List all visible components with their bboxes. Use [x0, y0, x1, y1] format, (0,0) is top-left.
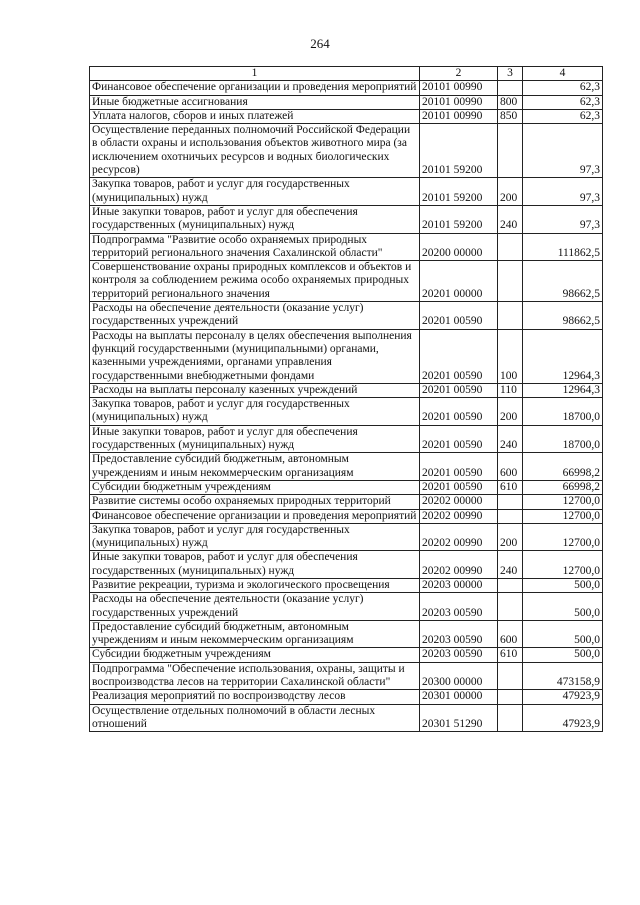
row-code: 20101 00990: [420, 95, 498, 109]
row-type: 200: [498, 398, 523, 426]
column-header: 2: [420, 67, 498, 81]
table-row: [90, 95, 603, 109]
row-type: [498, 233, 523, 261]
row-name: Иные бюджетные ассигнования: [90, 95, 420, 109]
row-type: 240: [498, 205, 523, 233]
table-row: [90, 124, 603, 178]
row-name: Субсидии бюджетным учреждениям: [90, 480, 420, 494]
row-type: 800: [498, 95, 523, 109]
column-header: 3: [498, 67, 523, 81]
row-amount: 500,0: [523, 620, 603, 648]
row-type: [498, 509, 523, 523]
row-code: 20101 59200: [420, 205, 498, 233]
row-type: [498, 578, 523, 592]
row-code: 20300 00000: [420, 662, 498, 690]
row-name: Иные закупки товаров, работ и услуг для обеспечения государственных (муниципальных) нужд: [90, 205, 420, 233]
table-row: [90, 453, 603, 481]
table-row: [90, 233, 603, 261]
row-type: 610: [498, 648, 523, 662]
row-name: Осуществление переданных полномочий Российской Федерации в области охраны и использования объектов животного мира (за исключением охотничьих ресурсов и водных биологических ресурсов): [90, 124, 420, 178]
row-code: 20203 00000: [420, 578, 498, 592]
row-code: 20203 00590: [420, 648, 498, 662]
row-code: 20201 00590: [420, 329, 498, 383]
row-code: 20301 51290: [420, 704, 498, 732]
row-code: 20301 00000: [420, 690, 498, 704]
row-code: 20201 00590: [420, 302, 498, 330]
row-amount: 97,3: [523, 124, 603, 178]
row-name: Осуществление отдельных полномочий в области лесных отношений: [90, 704, 420, 732]
row-code: 20203 00590: [420, 620, 498, 648]
row-amount: 500,0: [523, 578, 603, 592]
row-name: Закупка товаров, работ и услуг для государственных (муниципальных) нужд: [90, 178, 420, 206]
row-type: 100: [498, 329, 523, 383]
row-amount: 62,3: [523, 95, 603, 109]
row-amount: 47923,9: [523, 704, 603, 732]
table-row: [90, 480, 603, 494]
row-name: Финансовое обеспечение организации и проведения мероприятий: [90, 81, 420, 95]
table-row: [90, 109, 603, 123]
row-code: 20202 00990: [420, 509, 498, 523]
row-code: 20203 00590: [420, 593, 498, 621]
row-code: 20202 00000: [420, 495, 498, 509]
row-amount: 66998,2: [523, 453, 603, 481]
row-code: 20202 00990: [420, 523, 498, 551]
row-amount: 12700,0: [523, 551, 603, 579]
row-amount: 97,3: [523, 178, 603, 206]
row-code: 20202 00990: [420, 551, 498, 579]
row-amount: 98662,5: [523, 302, 603, 330]
row-code: 20201 00590: [420, 453, 498, 481]
row-amount: 12964,3: [523, 383, 603, 397]
table-row: [90, 523, 603, 551]
page-number: 264: [310, 36, 330, 51]
table-row: [90, 383, 603, 397]
row-type: 110: [498, 383, 523, 397]
row-name: Расходы на выплаты персоналу в целях обеспечения выполнения функций государственными (муниципальными) органами, казенными учреждениями, органами управления государственными внебюджетными фондами: [90, 329, 420, 383]
row-code: 20101 00990: [420, 81, 498, 95]
column-header: 1: [90, 67, 420, 81]
row-name: Закупка товаров, работ и услуг для государственных (муниципальных) нужд: [90, 398, 420, 426]
row-code: 20201 00000: [420, 261, 498, 302]
row-amount: 62,3: [523, 109, 603, 123]
table-row: [90, 662, 603, 690]
row-type: 600: [498, 453, 523, 481]
budget-table: [89, 66, 603, 732]
row-amount: 111862,5: [523, 233, 603, 261]
table-row: [90, 648, 603, 662]
row-type: [498, 690, 523, 704]
row-type: [498, 495, 523, 509]
table-row: [90, 302, 603, 330]
row-amount: 12700,0: [523, 509, 603, 523]
table-row: [90, 178, 603, 206]
row-type: [498, 593, 523, 621]
row-type: 200: [498, 523, 523, 551]
row-name: Закупка товаров, работ и услуг для государственных (муниципальных) нужд: [90, 523, 420, 551]
row-amount: 500,0: [523, 648, 603, 662]
row-name: Предоставление субсидий бюджетным, автономным учреждениям и иным некоммерческим организациям: [90, 620, 420, 648]
table-row: [90, 551, 603, 579]
row-name: Иные закупки товаров, работ и услуг для обеспечения государственных (муниципальных) нужд: [90, 425, 420, 453]
row-name: Иные закупки товаров, работ и услуг для обеспечения государственных (муниципальных) нужд: [90, 551, 420, 579]
row-name: Развитие системы особо охраняемых природных территорий: [90, 495, 420, 509]
row-amount: 18700,0: [523, 398, 603, 426]
row-amount: 18700,0: [523, 425, 603, 453]
table-row: [90, 205, 603, 233]
row-name: Развитие рекреации, туризма и экологического просвещения: [90, 578, 420, 592]
table-row: [90, 690, 603, 704]
row-name: Расходы на обеспечение деятельности (оказание услуг) государственных учреждений: [90, 593, 420, 621]
row-amount: 12964,3: [523, 329, 603, 383]
table-row: [90, 495, 603, 509]
row-type: 850: [498, 109, 523, 123]
row-type: 600: [498, 620, 523, 648]
row-code: 20200 00000: [420, 233, 498, 261]
row-name: Финансовое обеспечение организации и проведения мероприятий: [90, 509, 420, 523]
table-row: [90, 398, 603, 426]
row-amount: 47923,9: [523, 690, 603, 704]
row-name: Расходы на выплаты персоналу казенных учреждений: [90, 383, 420, 397]
row-amount: 500,0: [523, 593, 603, 621]
row-type: 240: [498, 425, 523, 453]
table-row: [90, 704, 603, 732]
row-type: [498, 704, 523, 732]
table-row: [90, 81, 603, 95]
row-code: 20201 00590: [420, 480, 498, 494]
row-name: Совершенствование охраны природных комплексов и объектов и контроля за соблюдением режима особо охраняемых природных территорий регионального значения: [90, 261, 420, 302]
row-amount: 98662,5: [523, 261, 603, 302]
row-name: Подпрограмма "Обеспечение использования, охраны, защиты и воспроизводства лесов на территории Сахалинской области": [90, 662, 420, 690]
row-code: 20201 00590: [420, 383, 498, 397]
table-row: [90, 261, 603, 302]
row-code: 20201 00590: [420, 398, 498, 426]
row-amount: 66998,2: [523, 480, 603, 494]
table-row: [90, 578, 603, 592]
row-code: 20201 00590: [420, 425, 498, 453]
row-amount: 97,3: [523, 205, 603, 233]
row-type: [498, 662, 523, 690]
row-name: Реализация мероприятий по воспроизводству лесов: [90, 690, 420, 704]
row-name: Уплата налогов, сборов и иных платежей: [90, 109, 420, 123]
row-type: [498, 81, 523, 95]
table-row: [90, 425, 603, 453]
row-name: Подпрограмма "Развитие особо охраняемых природных территорий регионального значения Сахалинской области": [90, 233, 420, 261]
table-row: [90, 620, 603, 648]
row-type: [498, 261, 523, 302]
row-name: Расходы на обеспечение деятельности (оказание услуг) государственных учреждений: [90, 302, 420, 330]
row-amount: 12700,0: [523, 495, 603, 509]
row-code: 20101 59200: [420, 124, 498, 178]
row-type: [498, 124, 523, 178]
row-type: [498, 302, 523, 330]
table-row: [90, 329, 603, 383]
row-name: Субсидии бюджетным учреждениям: [90, 648, 420, 662]
row-amount: 62,3: [523, 81, 603, 95]
column-header: 4: [523, 67, 603, 81]
row-amount: 473158,9: [523, 662, 603, 690]
table-row: [90, 593, 603, 621]
row-type: 200: [498, 178, 523, 206]
row-code: 20101 00990: [420, 109, 498, 123]
row-code: 20101 59200: [420, 178, 498, 206]
row-type: 240: [498, 551, 523, 579]
table-header-row: [90, 67, 603, 81]
row-name: Предоставление субсидий бюджетным, автономным учреждениям и иным некоммерческим организациям: [90, 453, 420, 481]
table-row: [90, 509, 603, 523]
row-type: 610: [498, 480, 523, 494]
row-amount: 12700,0: [523, 523, 603, 551]
